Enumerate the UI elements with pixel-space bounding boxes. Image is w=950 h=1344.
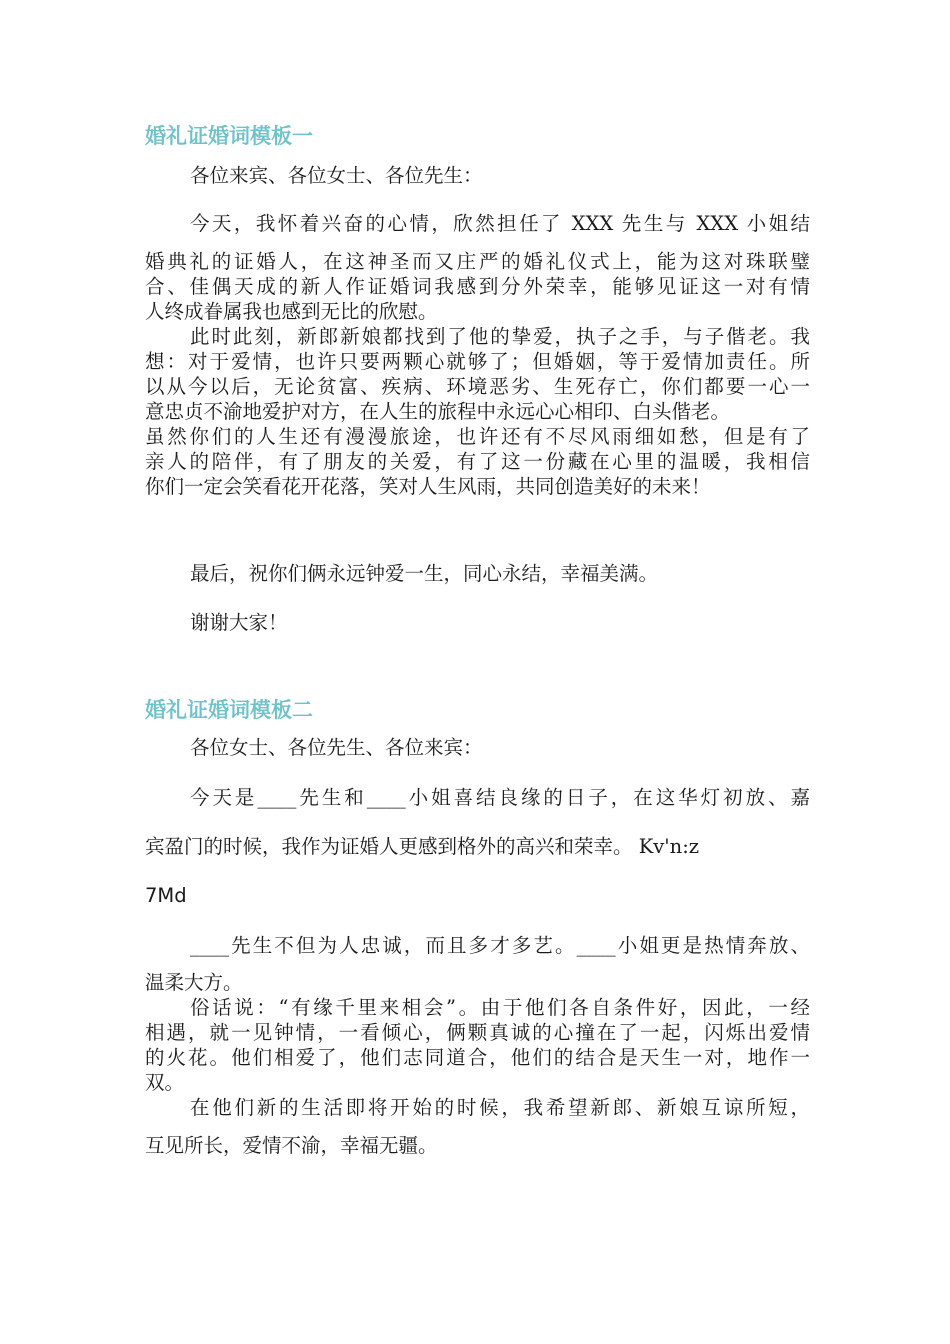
paragraph-line: 今天，我怀着兴奋的心情，欣然担任了 XXX 先生与 XXX 小姐结 xyxy=(190,212,810,235)
paragraph-line: 7Md xyxy=(145,884,187,907)
paragraph-line: 各位女士、各位先生、各位来宾： xyxy=(190,736,483,759)
paragraph-line: 以从今以后，无论贫富、疾病、环境恶劣、生死存亡，你们都要一心一 xyxy=(145,375,810,398)
paragraph-line: 意忠贞不渝地爱护对方，在人生的旅程中永远心心相印、白头偕老。 xyxy=(145,400,731,423)
paragraph-line: 今天是____先生和____小姐喜结良缘的日子，在这华灯初放、嘉 xyxy=(190,786,810,809)
paragraph-line: 你们一定会笑看花开花落，笑对人生风雨，共同创造美好的未来！ xyxy=(145,475,711,498)
paragraph-line: 人终成眷属我也感到无比的欣慰。 xyxy=(145,300,438,323)
paragraph-line: 谢谢大家！ xyxy=(190,611,288,634)
section-1-heading: 婚礼证婚词模板一 xyxy=(145,124,313,148)
paragraph-line: 虽然你们的人生还有漫漫旅途，也许还有不尽风雨细如愁，但是有了 xyxy=(145,425,810,448)
paragraph-line: 在他们新的生活即将开始的时候，我希望新郎、新娘互谅所短， xyxy=(190,1096,810,1119)
paragraph-line: 最后，祝你们俩永远钟爱一生，同心永结，幸福美满。 xyxy=(190,562,659,585)
paragraph-line: 温柔大方。 xyxy=(145,971,243,994)
paragraph-line: 俗话说：“有缘千里来相会”。由于他们各自条件好，因此，一经 xyxy=(190,996,810,1019)
paragraph-line: 宾盈门的时候，我作为证婚人更感到格外的高兴和荣幸。 Kv'n:z xyxy=(145,835,700,858)
paragraph-line: 互见所长，爱情不渝，幸福无疆。 xyxy=(145,1134,438,1157)
paragraph-line: 的火花。他们相爱了，他们志同道合，他们的结合是天生一对，地作一 xyxy=(145,1046,810,1069)
paragraph-line: 双。 xyxy=(145,1071,185,1094)
paragraph-line: 此时此刻，新郎新娘都找到了他的挚爱，执子之手，与子偕老。我 xyxy=(190,325,810,348)
paragraph-line: 亲人的陪伴，有了朋友的关爱，有了这一份藏在心里的温暖，我相信 xyxy=(145,450,810,473)
paragraph-line: 合、佳偶天成的新人作证婚词我感到分外荣幸，能够见证这一对有情 xyxy=(145,275,810,298)
paragraph-line: 相遇，就一见钟情，一看倾心，俩颗真诚的心撞在了一起，闪烁出爱情 xyxy=(145,1021,810,1044)
paragraph-line: 各位来宾、各位女士、各位先生： xyxy=(190,164,483,187)
paragraph-line: ____先生不但为人忠诚，而且多才多艺。____小姐更是热情奔放、 xyxy=(190,934,810,957)
paragraph-line: 婚典礼的证婚人，在这神圣而又庄严的婚礼仪式上，能为这对珠联璧 xyxy=(145,250,810,273)
section-2-heading: 婚礼证婚词模板二 xyxy=(145,698,313,722)
paragraph-line: 想：对于爱情，也许只要两颗心就够了；但婚姻，等于爱情加责任。所 xyxy=(145,350,810,373)
